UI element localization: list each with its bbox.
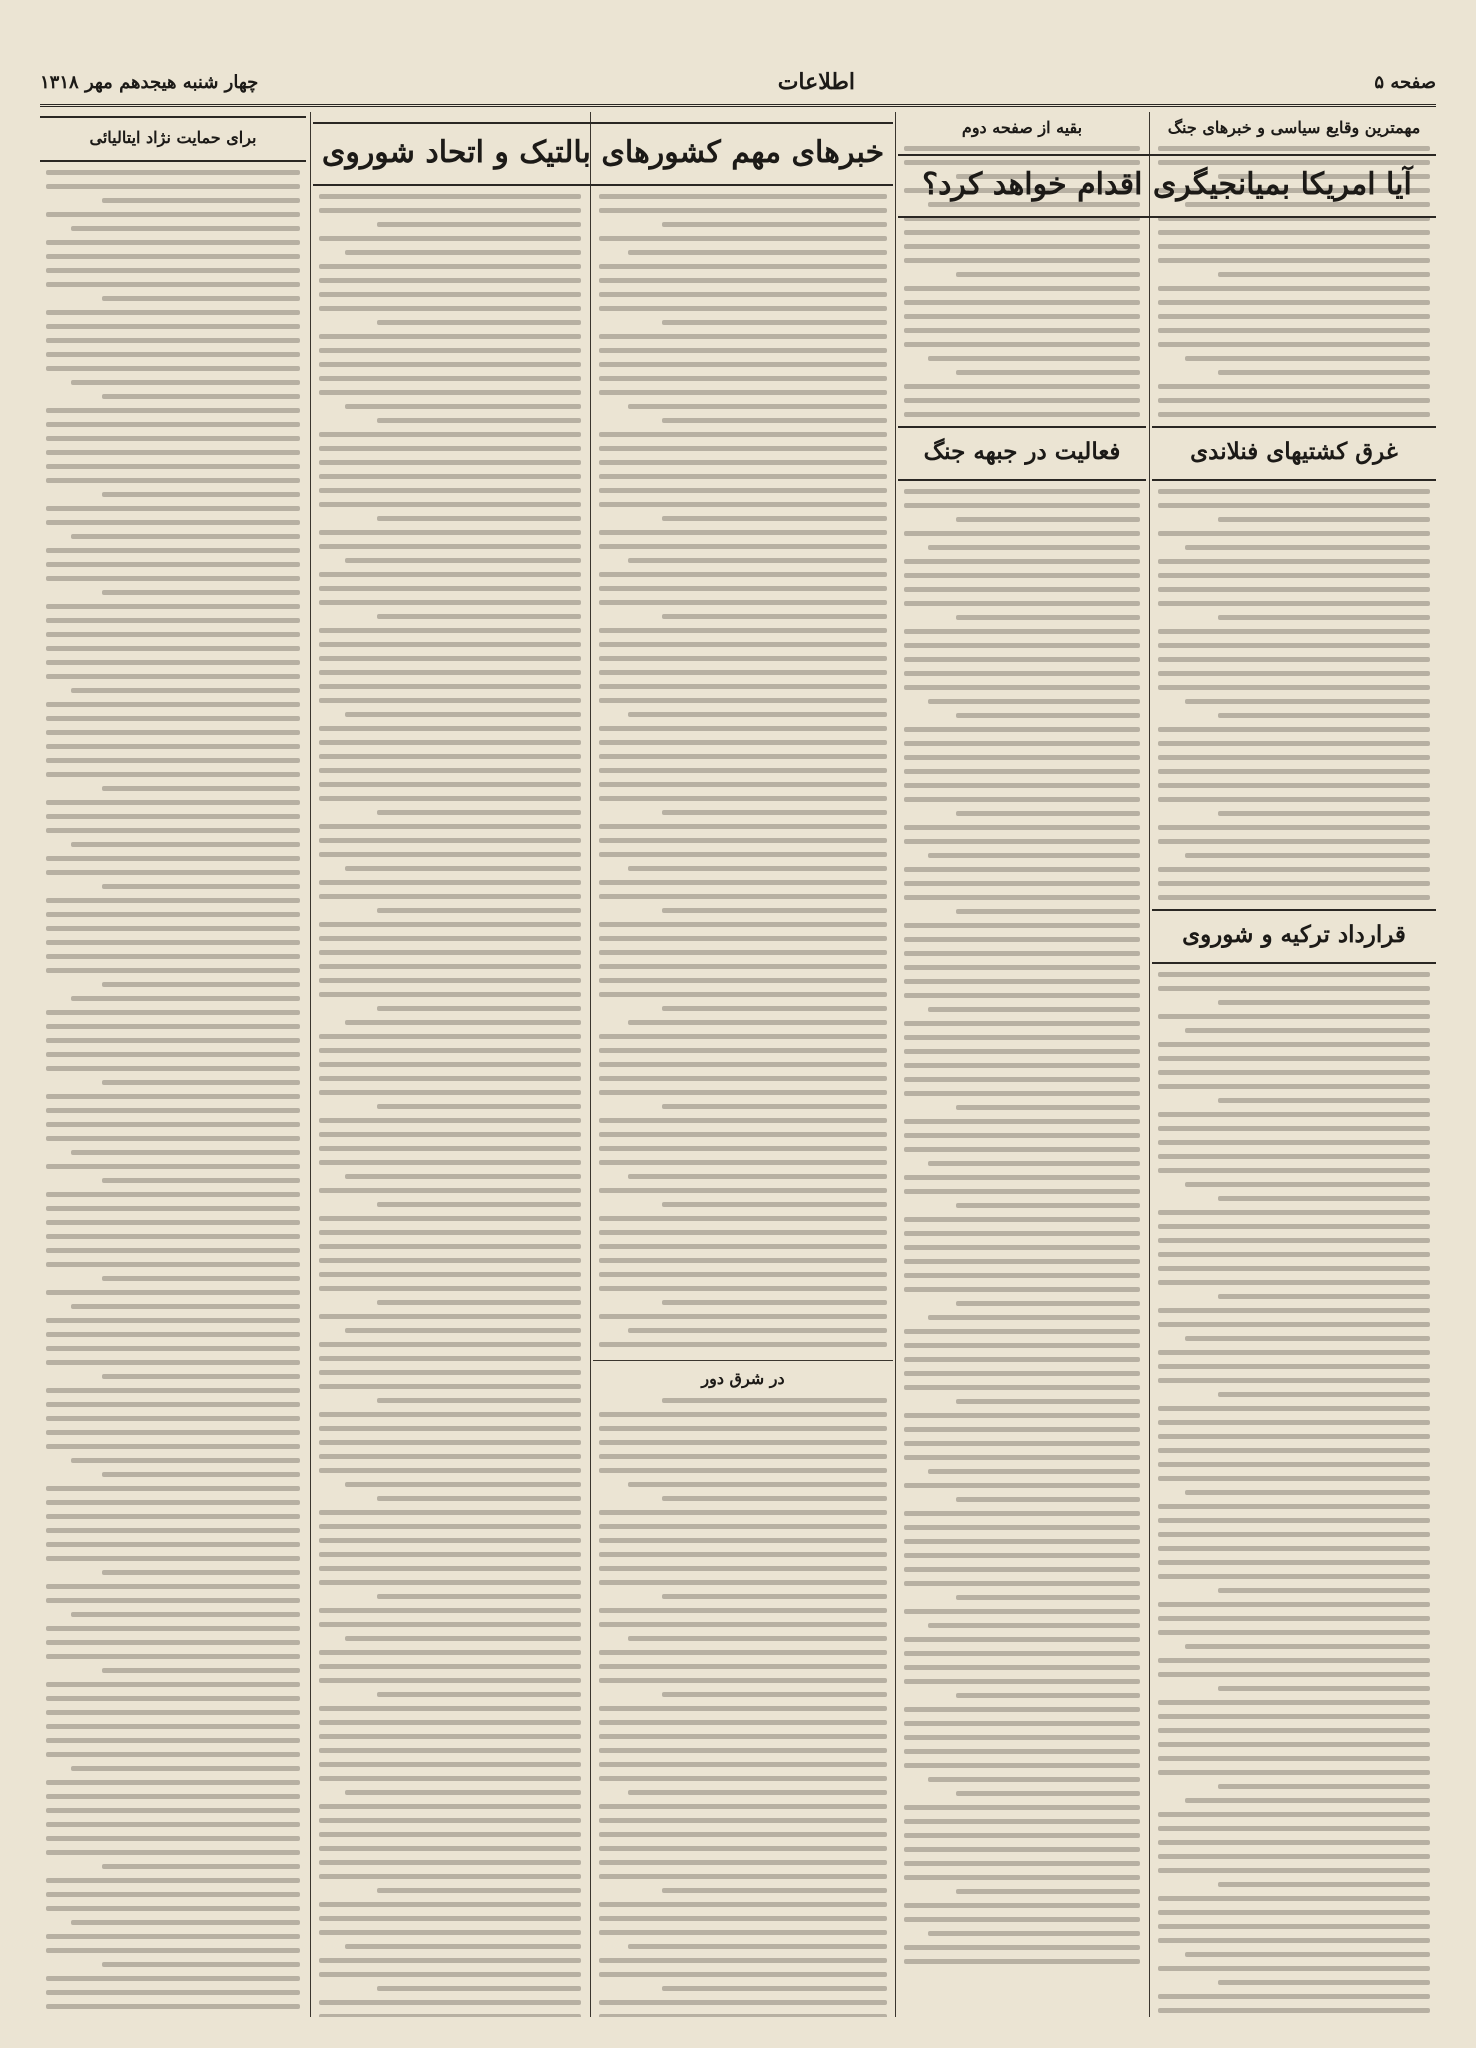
column-1 [1152,112,1436,2017]
continued-label: بقیه از صفحه دوم [961,118,1083,137]
text-placeholder [46,170,300,2017]
text-placeholder [1158,489,1430,900]
headline-far-east: در شرق دور [701,1369,785,1388]
date-line: چهار شنبه هیجدهم مهر ۱۳۱۸ [40,71,259,93]
masthead [40,60,1436,107]
far-east-block [593,1352,893,1397]
headline-war-front: فعالیت در جبهه جنگ [923,438,1121,465]
headline-italy-support: برای حمایت نژاد ایتالیائی [89,128,257,147]
america-headline-block [898,150,1436,226]
text-placeholder [904,489,1140,1964]
column-5 [40,112,306,2017]
headline-baltic-soviet: خبرهای مهم کشورهای بالتیک و اتحاد شوروی [321,135,885,170]
column-4 [313,112,587,2017]
page-label: صفحه ۵ [1374,71,1436,93]
column-2 [898,112,1146,2017]
paper-name: اطلاعات [777,69,855,95]
headline-turkey-soviet: قرارداد ترکیه و شوروی [1182,920,1406,948]
column-3 [593,112,893,2017]
text-placeholder [599,194,887,2017]
headline-america-mediation: آیا امریکا بمیانجیگری اقدام خواهد کرد؟ [922,167,1412,202]
headline-finnish-ships: غرق کشتیهای فنلاندی [1190,438,1398,465]
text-placeholder [1158,972,1430,2018]
text-placeholder [319,194,581,2017]
section-header: مهمترین وقایع سیاسی و خبرهای جنگ [1167,118,1421,137]
